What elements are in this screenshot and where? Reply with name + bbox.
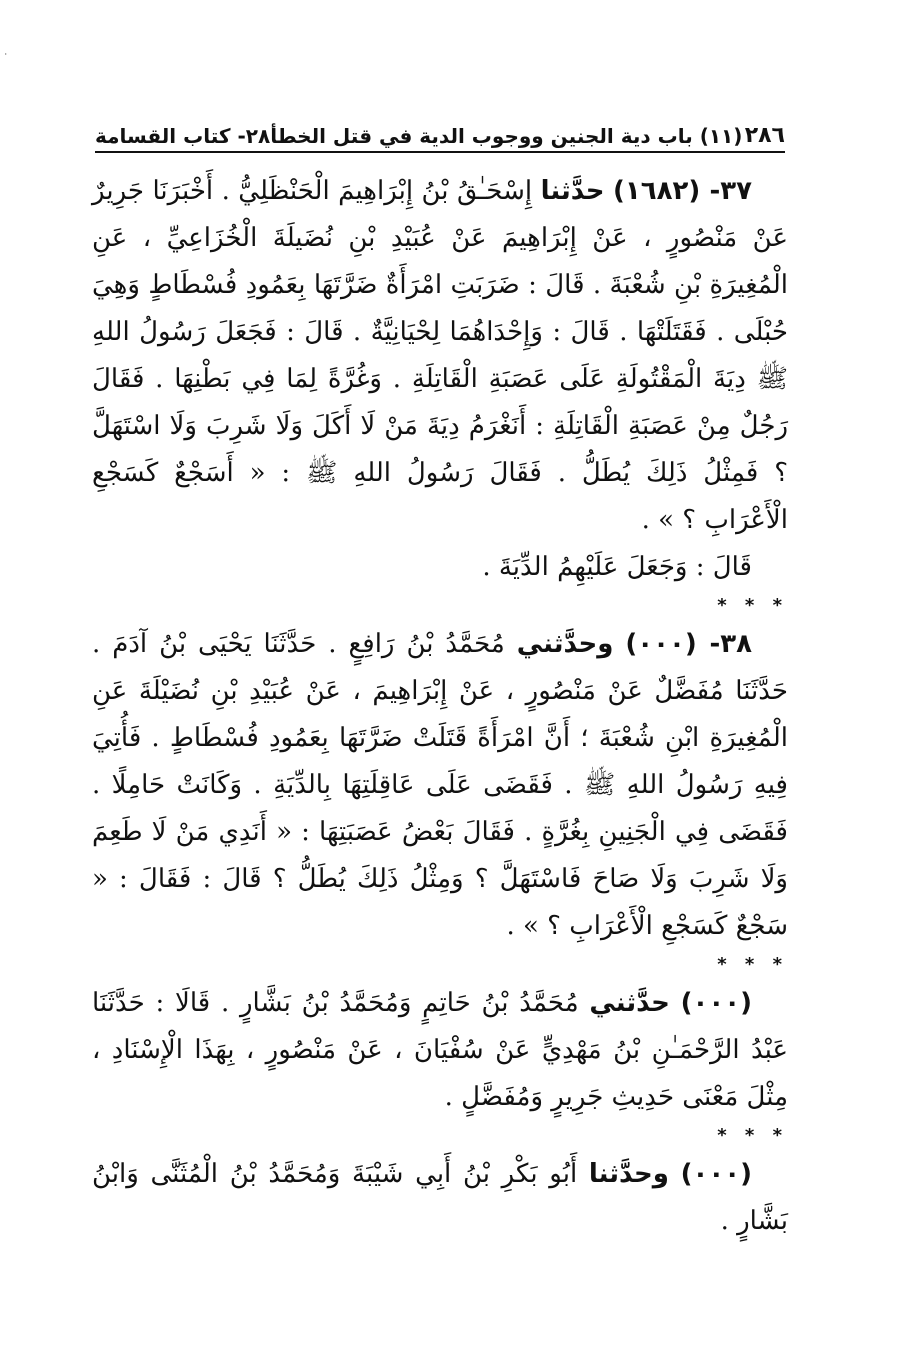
header-rule bbox=[95, 151, 785, 153]
hadith-37-addendum: قَالَ : وَجَعَلَ عَلَيْهِمُ الدِّيَةَ . bbox=[482, 552, 752, 582]
running-header bbox=[95, 112, 785, 148]
hadith-text: إِسْحَـٰقُ بْنُ إِبْرَاهِيمَ الْحَنْظَلِيُّ . أَخْبَرَنَا جَرِيرٌ عَنْ مَنْصُورٍ ، عَنْ إِبْرَاهِيمَ عَنْ عُبَيْدِ بْنِ نُضَيلَةَ الْخُزَاعِيِّ ، عَنِ الْمُغِيرَةِ بْنِ شُعْبَةَ . قَالَ : ضَرَبَتِ امْرَأَةٌ ضَرَّتَهَا بِعَمُودِ فُسْطَاطٍ وَهِيَ حُبْلَى . فَقَتَلَتْهَا . قَالَ : وَإِحْدَاهُمَا لِحْيَانِيَّةٌ . قَالَ : فَجَعَلَ رَسُولُ اللهِ ﷺ دِيَةَ الْمَقْتُولَةِ عَلَى عَصَبَةِ الْقَاتِلَةِ . وَغُرَّةً لِمَا فِي بَطْنِهَا . فَقَالَ رَجُلٌ مِنْ عَصَبَةِ الْقَاتِلَةِ : أَنَغْرَمُ دِيَةَ مَنْ لَا أَكَلَ وَلَا شَرِبَ وَلَا اسْتَهَلَّ ؟ فَمِثْلُ ذَلِكَ يُطَلُّ . فَقَالَ رَسُولُ اللهِ ﷺ : « أَسَجْعٌ كَسَجْعِ الْأَعْرَابِ ؟ » . bbox=[92, 176, 788, 535]
section-separator: * * * bbox=[717, 1125, 788, 1146]
narration-lead: وحدَّثني bbox=[516, 629, 614, 659]
section-separator: * * * bbox=[717, 595, 788, 616]
hadith-number: ٣٧- (١٦٨٢) bbox=[612, 176, 753, 206]
section-separator: * * * bbox=[717, 954, 788, 975]
hadith-text: أَبُو بَكْرِ بْنُ أَبِي شَيْبَةَ وَمُحَمَّدُ بْنُ الْمُثَنَّى وَابْنُ بَشَّارٍ . bbox=[92, 1159, 788, 1236]
hadith-number: ٣٨- (٠٠٠) bbox=[625, 629, 753, 659]
hadith-text: مُحَمَّدُ بْنُ حَاتِمٍ وَمُحَمَّدُ بْنُ بَشَّارٍ . قَالَا : حَدَّثَنَا عَبْدُ الرَّحْمَـٰنِ بْنُ مَهْدِيٍّ عَنْ سُفْيَانَ ، عَنْ مَنْصُورٍ ، بِهَذَا الْإِسْنَادِ ، مِثْلَ مَعْنَى حَدِيثِ جَرِيرٍ وَمُفَضَّلٍ . bbox=[92, 988, 788, 1112]
hadith-37 bbox=[92, 168, 788, 544]
scan-speck: · bbox=[4, 50, 7, 59]
narration-lead: وحدَّثنا bbox=[588, 1159, 669, 1189]
page-number: ٢٨٦ bbox=[744, 123, 785, 148]
hadith-38 bbox=[92, 621, 788, 950]
hadith-number: (٠٠٠) bbox=[680, 988, 752, 1018]
narration-lead: حدَّثني bbox=[589, 988, 670, 1018]
page-body bbox=[92, 168, 788, 1245]
hadith-chain-2 bbox=[92, 1151, 788, 1245]
hadith-chain-1 bbox=[92, 980, 788, 1121]
hadith-text: مُحَمَّدُ بْنُ رَافِعٍ . حَدَّثَنَا يَحْيَى بْنُ آدَمَ . حَدَّثَنَا مُفَضَّلٌ عَنْ مَنْصُورٍ ، عَنْ إِبْرَاهِيمَ ، عَنْ عُبَيْدِ بْنِ نُضَيْلَةَ عَنِ الْمُغِيرَةِ ابْنِ شُعْبَةَ ؛ أَنَّ امْرَأَةً قَتَلَتْ ضَرَّتَهَا بِعَمُودِ فُسْطَاطٍ . فَأُتِيَ فِيهِ رَسُولُ اللهِ ﷺ . فَقَضَى عَلَى عَاقِلَتِهَا بِالدِّيَةِ . وَكَانَتْ حَامِلًا . فَقَضَى فِي الْجَنِينِ بِغُرَّةٍ . فَقَالَ بَعْضُ عَصَبَتِهَا : « أَنَدِي مَنْ لَا طَعِمَ وَلَا شَرِبَ وَلَا صَاحَ فَاسْتَهَلَّ ؟ وَمِثْلُ ذَلِكَ يُطَلُّ ؟ قَالَ : فَقَالَ : « سَجْعٌ كَسَجْعِ الْأَعْرَابِ ؟ » . bbox=[92, 629, 788, 941]
hadith-number: (٠٠٠) bbox=[680, 1159, 753, 1189]
header-title: (١١) باب دية الجنين ووجوب الدية في قتل الخطأ٢٨- كتاب القسامة bbox=[95, 124, 743, 148]
narration-lead: حدَّثنا bbox=[540, 176, 605, 206]
